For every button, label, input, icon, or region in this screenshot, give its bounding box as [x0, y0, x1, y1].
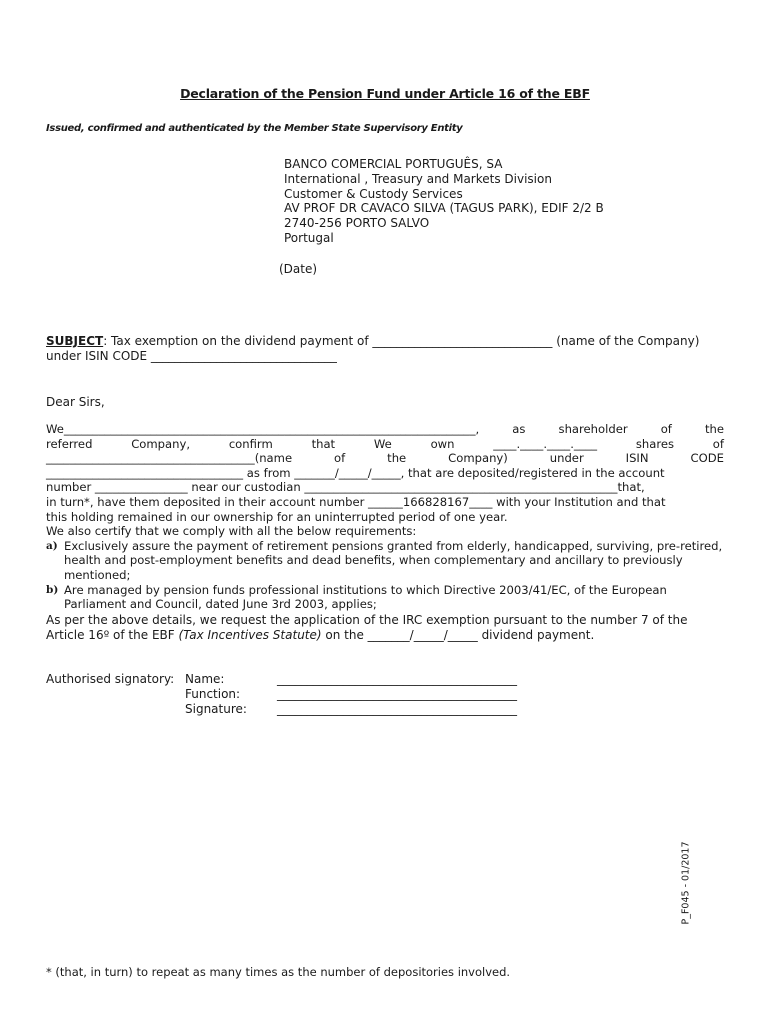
subject-text: : Tax exemption on the dividend payment of ______________________________ (name of the Company) under ISIN CODE _______________________________	[46, 334, 700, 363]
signatory-blank-lines	[277, 672, 517, 716]
requirement-text: Are managed by pension funds professional institutions to which Directive 2003/41/EC, of the European Parliament and Council, dated June 3rd 2003, applies;	[64, 582, 667, 612]
subject-paragraph	[46, 334, 724, 364]
body-line: number ________________ near our custodian ______________________________________________________that,	[46, 480, 645, 495]
text-segment: Company,	[131, 436, 191, 451]
text-segment: confirm	[228, 436, 273, 451]
text-segment: of	[660, 422, 672, 436]
document-title: Declaration of the Pension Fund under Article 16 of the EBF	[180, 86, 590, 101]
text-segment: ____.____.____.____	[493, 436, 598, 451]
text-segment: referred	[46, 436, 93, 451]
address-line: BANCO COMERCIAL PORTUGUÊS, SA	[284, 157, 503, 171]
text-segment: the	[387, 451, 407, 466]
text-segment: the	[704, 422, 724, 436]
text-segment: We	[373, 436, 392, 451]
body-line: in turn*, have them deposited in their account number ______166828167____ with your Institution and that	[46, 494, 666, 509]
text-segment: under	[549, 451, 584, 466]
address-line: AV PROF DR CAVACO SILVA (TAGUS PARK), EDIF 2/2 B	[284, 201, 604, 216]
greeting: Dear Sirs,	[46, 395, 105, 409]
name-blank-line: ________________________________________	[277, 672, 517, 686]
signatory-fields	[185, 672, 247, 716]
list-marker: b)	[46, 583, 59, 596]
field-signature-label: Signature:	[185, 701, 247, 716]
body-line: this holding remained in our ownership for an uninterrupted period of one year.	[46, 509, 508, 524]
field-function-label: Function:	[185, 686, 241, 701]
signature-blank-line: ________________________________________	[277, 701, 517, 716]
text-segment: shareholder	[558, 422, 628, 436]
function-blank-line: ________________________________________	[277, 686, 517, 701]
request-paragraph	[46, 613, 724, 643]
request-statute: (Tax Incentives Statute)	[178, 627, 322, 642]
footnote: * (that, in turn) to repeat as many times as the number of depositories involved.	[46, 965, 511, 979]
address-line: 2740-256 PORTO SALVO	[284, 216, 430, 231]
body-line	[46, 451, 724, 466]
request-text: As per the above details, we request the application of the IRC exemption pursuant to the number 7 of the Article 16º of the EBF	[46, 613, 688, 642]
requirement-a	[46, 539, 724, 583]
text-segment: of	[712, 436, 724, 451]
date-placeholder: (Date)	[279, 262, 318, 276]
text-segment: We_______________________________________________________________________,	[46, 422, 480, 436]
requirement-b	[46, 583, 724, 612]
text-segment: ____________________________________(name	[46, 451, 293, 466]
text-segment: shares	[635, 436, 675, 451]
body-line	[46, 422, 724, 437]
subject-label: SUBJECT	[46, 334, 104, 348]
body-line: __________________________________ as from _______/_____/_____, that are deposited/registered in the account	[46, 465, 665, 480]
text-segment: of	[334, 451, 346, 466]
requirement-text: Exclusively assure the payment of retirement pensions granted from elderly, handicapped, surviving, pre-retired, health and post-employment benefits and dead benefits, when complementary and ancillary to previously mentioned;	[64, 538, 723, 582]
signatory-label: Authorised signatory:	[46, 672, 175, 686]
address-line: Portugal	[284, 230, 334, 245]
address-line: Customer & Custody Services	[284, 186, 463, 201]
text-segment: ISIN	[625, 451, 649, 466]
form-code	[676, 843, 696, 923]
form-code-text: P_F045 - 01/2017	[680, 841, 692, 925]
recipient-address	[284, 157, 604, 246]
text-segment: CODE	[690, 451, 724, 466]
text-segment: that	[311, 436, 336, 451]
list-marker: a)	[46, 539, 58, 552]
body-line: We also certify that we comply with all the below requirements:	[46, 524, 417, 539]
body-line	[46, 437, 724, 452]
address-line: International , Treasury and Markets Division	[284, 171, 552, 186]
text-segment: as	[512, 422, 526, 436]
text-segment: Company)	[448, 451, 508, 466]
field-name-label: Name:	[185, 672, 225, 686]
issued-by-note: Issued, confirmed and authenticated by the Member State Supervisory Entity	[46, 123, 463, 134]
request-text: on the _______/_____/_____ dividend payment.	[321, 627, 595, 642]
declaration-body	[46, 422, 724, 612]
text-segment: own	[430, 436, 455, 451]
